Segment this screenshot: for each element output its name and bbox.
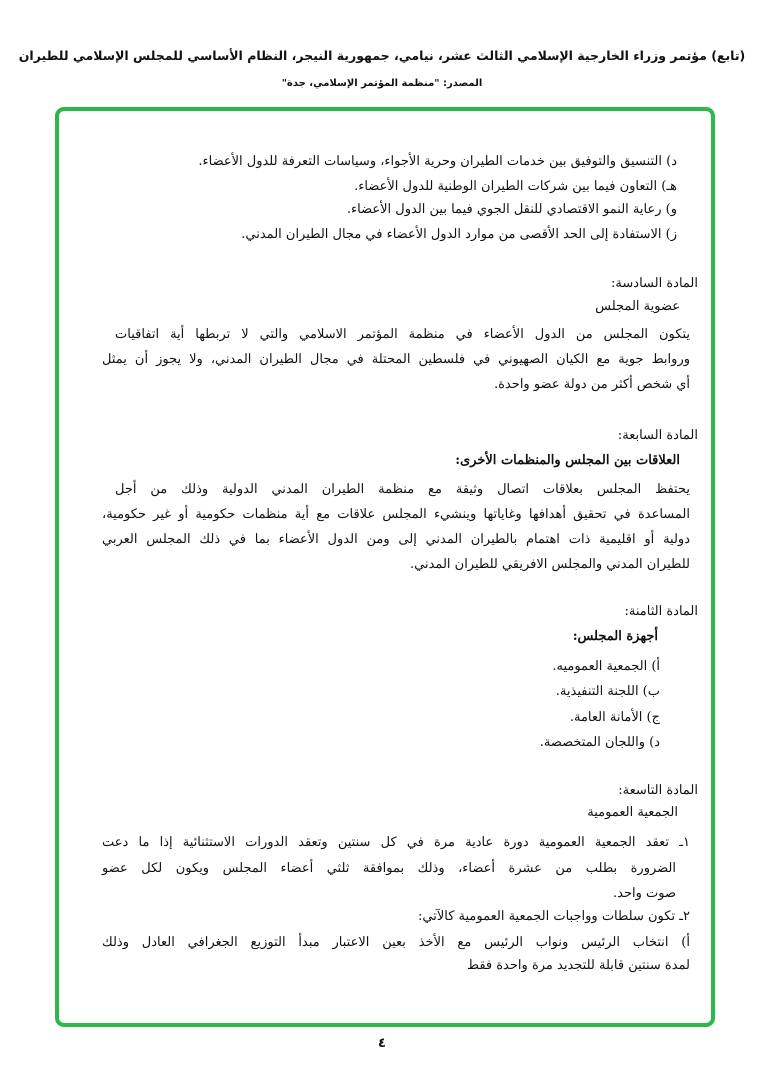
list-item: هـ) التعاون فيما بين شركات الطيران الوطنية للدول الأعضاء.	[354, 179, 677, 194]
list-item: و) رعاية النمو الاقتصادي للنقل الجوي فيما بين الدول الأعضاء.	[346, 202, 677, 217]
article-7-subheading: العلاقات بين المجلس والمنظمات الأخرى:	[455, 453, 680, 468]
paragraph-line: لمدة سنتين قابلة للتجديد مرة واحدة فقط	[466, 958, 690, 973]
list-item: د) التنسيق والتوفيق بين خدمات الطيران وحرية الأجواء، وسياسات التعرفة للدول الأعضاء.	[198, 154, 677, 169]
list-item: أ) الجمعية العموميه.	[552, 659, 660, 674]
article-6-heading: المادة السادسة:	[611, 276, 698, 291]
list-item: ج) الأمانة العامة.	[569, 710, 660, 725]
paragraph-line: أ) انتخاب الرئيس ونواب الرئيس مع الأخذ بعين الاعتبار مبدأ التوزيع الجغرافي العادل وذلك	[102, 935, 690, 950]
page-number: ٤	[378, 1036, 386, 1051]
list-item: ٢ـ تكون سلطات وواجبات الجمعية العمومية كالآتي:	[417, 909, 690, 924]
article-8-subheading: أجهزة المجلس:	[572, 629, 658, 644]
paragraph-line: أي شخص أكثر من دولة عضو واحدة.	[494, 377, 690, 392]
paragraph-line: دولية أو اقليمية ذات اهتمام بالطيران المدني إلى ومن الدول الأعضاء بما في ذلك المجلس العربي	[102, 532, 690, 547]
paragraph-line: للطيران المدني والمجلس الافريقي للطيران المدني.	[410, 557, 690, 572]
list-item: ز) الاستفادة إلى الحد الأقصى من موارد الدول الأعضاء في مجال الطيران المدني.	[241, 227, 677, 242]
paragraph-line: يحتفظ المجلس بعلاقات اتصال وثيقة مع منظمة الطيران المدني الدولية وذلك من أجل	[115, 482, 690, 497]
paragraph-line: المساعدة في تحقيق أهدافها وغاياتها وينشيء المجلس علاقات مع أية منظمات حكومية أو غير حكومية،	[102, 507, 690, 522]
article-9-subheading: الجمعية العمومية	[587, 805, 678, 820]
article-6-subheading: عضوية المجلس	[595, 299, 680, 314]
document-title: (تابع) مؤتمر وزراء الخارجية الإسلامي الثالث عشر، نيامي، جمهورية النيجر، النظام الأساسي للمجلس الإسلامي للطيران	[18, 48, 746, 63]
list-item: ب) اللجنة التنفيذية.	[555, 684, 660, 699]
paragraph-line: يتكون المجلس من الدول الأعضاء في منظمة المؤتمر الاسلامي والتي لا تربطها أية اتفاقيات	[115, 327, 690, 342]
article-8-heading: المادة الثامنة:	[624, 604, 698, 619]
list-item: د) واللجان المتخصصة.	[539, 735, 660, 750]
article-9-heading: المادة التاسعة:	[618, 783, 698, 798]
paragraph-line: صوت واحد.	[612, 886, 676, 901]
paragraph-line: وروابط جوية مع الكيان الصهيوني في فلسطين المحتلة في مجال الطيران المدني، ولا يجوز أن يمثل	[102, 352, 690, 367]
paragraph-line: الضرورة بطلب من عشرة أعضاء، وذلك بموافقة ثلثي أعضاء المجلس ويكون لكل عضو	[102, 861, 676, 876]
document-source: المصدر: "منظمة المؤتمر الإسلامي، جدة"	[281, 78, 483, 89]
article-7-heading: المادة السابعة:	[617, 428, 698, 443]
paragraph-line: ١ـ تعقد الجمعية العمومية دورة عادية مرة في كل سنتين وتعقد الدورات الاستثنائية إذا ما دعت	[102, 835, 690, 850]
